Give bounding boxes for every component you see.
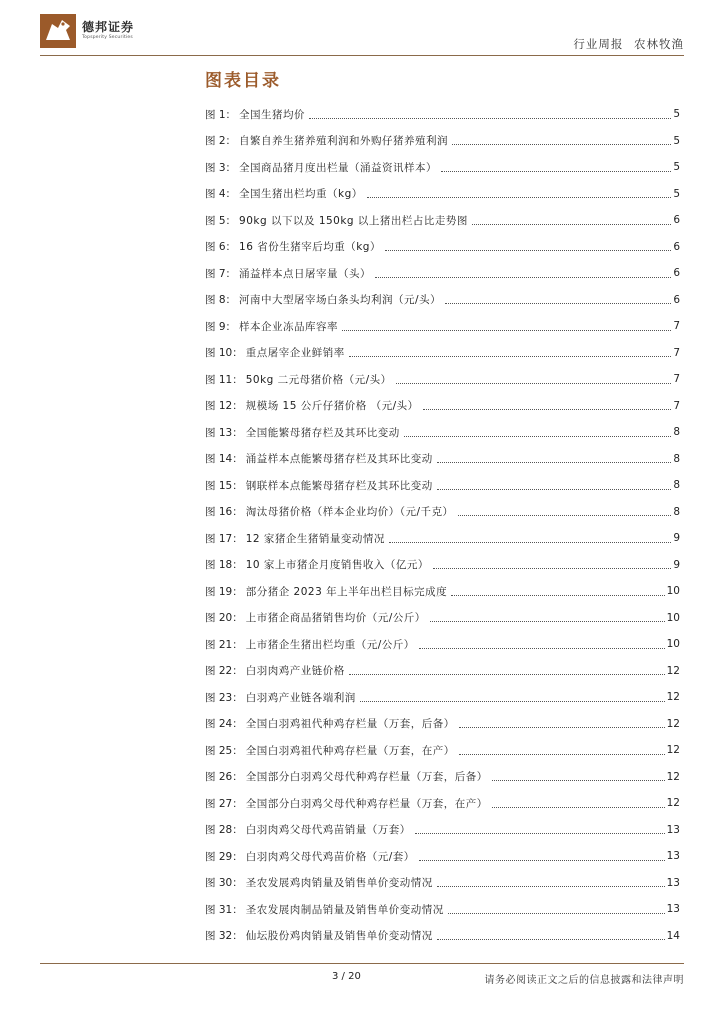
toc-page: 6	[673, 240, 680, 253]
toc-label: 图 28：	[205, 824, 243, 837]
toc-title: 部分猪企 2023 年上半年出栏目标完成度	[245, 585, 448, 598]
toc-page: 8	[673, 426, 680, 439]
toc-page: 8	[673, 452, 680, 465]
toc-title: 全国生猪出栏均重（kg）	[239, 188, 363, 201]
toc-entry[interactable]	[205, 870, 680, 897]
toc-title: 上市猪企商品猪销售均价（元/公斤）	[245, 612, 426, 625]
toc-label: 图 17：	[205, 532, 243, 545]
toc-entry[interactable]	[205, 711, 680, 738]
toc-title: 圣农发展肉制品销量及销售单价变动情况	[245, 903, 444, 916]
toc-entry[interactable]	[205, 499, 680, 526]
page-number: 3 / 20	[332, 971, 361, 982]
toc-label: 图 11：	[205, 373, 243, 386]
toc-entry[interactable]	[205, 896, 680, 923]
toc-label: 图 29：	[205, 850, 243, 863]
toc-leader	[437, 488, 672, 490]
toc-title: 圣农发展鸡肉销量及销售单价变动情况	[245, 877, 433, 890]
toc-title: 90kg 以下以及 150kg 以上猪出栏占比走势图	[239, 214, 468, 227]
toc-label: 图 32：	[205, 930, 243, 943]
toc-label: 图 6：	[205, 241, 237, 254]
toc-page: 8	[673, 479, 680, 492]
toc-entry[interactable]	[205, 154, 680, 181]
footer-disclaimer: 请务必阅读正文之后的信息披露和法律声明	[484, 975, 684, 986]
toc-label: 图 16：	[205, 506, 243, 519]
toc-title: 自繁自养生猪养殖利润和外购仔猪养殖利润	[239, 135, 449, 148]
toc-page: 12	[666, 691, 680, 704]
toc-label: 图 5：	[205, 214, 237, 227]
toc-page: 13	[666, 876, 680, 889]
toc-title: 淘汰母猪价格（样本企业均价）（元/千克）	[245, 506, 454, 519]
toc-leader	[309, 117, 671, 119]
toc-leader	[433, 567, 671, 569]
toc-leader	[389, 541, 671, 543]
toc-leader	[367, 196, 672, 198]
toc-page: 13	[666, 850, 680, 863]
toc-leader	[349, 355, 672, 357]
footer-divider	[40, 963, 684, 964]
toc-title: 全国商品猪月度出栏量（涌益资讯样本）	[239, 161, 438, 174]
toc-title: 12 家猪企生猪销量变动情况	[245, 532, 385, 545]
toc-leader	[441, 170, 671, 172]
toc-leader	[437, 461, 672, 463]
toc-entry[interactable]	[205, 817, 680, 844]
toc-entry[interactable]	[205, 234, 680, 261]
brand-logo-icon	[40, 14, 76, 48]
toc-page: 9	[673, 558, 680, 571]
toc-label: 图 10：	[205, 347, 243, 360]
toc-title: 全国部分白羽鸡父母代种鸡存栏量（万套，在产）	[245, 797, 488, 810]
toc-leader	[342, 329, 671, 331]
toc-leader	[492, 806, 665, 808]
toc-entry[interactable]	[205, 101, 680, 128]
toc-title: 规模场 15 公斤仔猪价格 （元/头）	[245, 400, 419, 413]
toc-label: 图 21：	[205, 638, 243, 651]
toc-title: 重点屠宰企业鲜销率	[245, 347, 345, 360]
toc-title: 上市猪企生猪出栏均重（元/公斤）	[245, 638, 415, 651]
toc-title: 白羽肉鸡父母代鸡苗销量（万套）	[245, 824, 411, 837]
toc-page: 10	[666, 611, 680, 624]
toc-leader	[437, 938, 665, 940]
toc-page: 10	[666, 585, 680, 598]
toc-leader	[458, 514, 672, 516]
toc-entry[interactable]	[205, 684, 680, 711]
brand-name-cn: 德邦证券	[82, 20, 135, 34]
toc-page: 13	[666, 903, 680, 916]
toc-entry[interactable]	[205, 578, 680, 605]
toc-label: 图 13：	[205, 426, 243, 439]
toc-label: 图 4：	[205, 188, 237, 201]
toc-leader	[472, 223, 671, 225]
toc-leader	[419, 859, 665, 861]
toc-entry[interactable]	[205, 737, 680, 764]
toc-leader	[492, 779, 665, 781]
toc-page: 7	[673, 346, 680, 359]
toc-leader	[419, 647, 665, 649]
toc-page: 5	[673, 108, 680, 121]
toc-page: 7	[673, 399, 680, 412]
report-type: 行业周报	[573, 37, 624, 51]
toc-entry[interactable]	[205, 340, 680, 367]
toc-entry[interactable]	[205, 287, 680, 314]
toc-leader	[415, 832, 665, 834]
page-header	[40, 14, 684, 54]
toc-label: 图 20：	[205, 612, 243, 625]
toc-title: 全国生猪均价	[239, 108, 306, 121]
toc-label: 图 27：	[205, 797, 243, 810]
toc-leader	[423, 408, 672, 410]
toc-title: 样本企业冻品库容率	[239, 320, 339, 333]
toc-label: 图 23：	[205, 691, 243, 704]
toc-label: 图 31：	[205, 903, 243, 916]
toc-title: 全国能繁母猪存栏及其环比变动	[245, 426, 400, 439]
toc-leader	[445, 302, 671, 304]
toc-page: 14	[666, 929, 680, 942]
toc-leader	[430, 620, 665, 622]
header-report-info	[567, 36, 684, 52]
toc-label: 图 30：	[205, 877, 243, 890]
toc-label: 图 2：	[205, 135, 237, 148]
figure-index-list	[205, 101, 680, 949]
toc-leader	[360, 700, 665, 702]
toc-label: 图 15：	[205, 479, 243, 492]
toc-leader	[396, 382, 672, 384]
toc-label: 图 24：	[205, 718, 243, 731]
industry-name: 农林牧渔	[634, 37, 684, 51]
toc-entry[interactable]	[205, 923, 680, 950]
brand-name-en: Topsperity Securities	[82, 35, 133, 40]
toc-title: 涌益样本点能繁母猪存栏及其环比变动	[245, 453, 433, 466]
toc-page: 7	[673, 373, 680, 386]
toc-page: 7	[673, 320, 680, 333]
toc-leader	[459, 753, 665, 755]
toc-page: 6	[673, 214, 680, 227]
toc-title: 河南中大型屠宰场白条头均利润（元/头）	[239, 294, 442, 307]
toc-page: 12	[666, 770, 680, 783]
toc-page: 8	[673, 505, 680, 518]
toc-label: 图 9：	[205, 320, 237, 333]
toc-entry[interactable]	[205, 393, 680, 420]
toc-title: 全国部分白羽鸡父母代种鸡存栏量（万套，后备）	[245, 771, 488, 784]
toc-label: 图 7：	[205, 267, 237, 280]
toc-entry[interactable]	[205, 605, 680, 632]
toc-entry[interactable]	[205, 181, 680, 208]
toc-entry[interactable]	[205, 207, 680, 234]
toc-page: 13	[666, 823, 680, 836]
toc-leader	[452, 143, 671, 145]
toc-page: 12	[666, 664, 680, 677]
toc-page: 12	[666, 797, 680, 810]
toc-title: 白羽肉鸡父母代鸡苗价格（元/套）	[245, 850, 415, 863]
toc-page: 12	[666, 744, 680, 757]
toc-entry[interactable]	[205, 658, 680, 685]
toc-entry[interactable]	[205, 525, 680, 552]
toc-title: 钢联样本点能繁母猪存栏及其环比变动	[245, 479, 433, 492]
toc-entry[interactable]	[205, 790, 680, 817]
toc-entry[interactable]	[205, 552, 680, 579]
toc-label: 图 8：	[205, 294, 237, 307]
toc-entry[interactable]	[205, 260, 680, 287]
toc-title: 白羽鸡产业链各端利润	[245, 691, 356, 704]
toc-entry[interactable]	[205, 313, 680, 340]
toc-entry[interactable]	[205, 472, 680, 499]
toc-page: 6	[673, 293, 680, 306]
toc-leader	[404, 435, 672, 437]
toc-label: 图 14：	[205, 453, 243, 466]
toc-label: 图 18：	[205, 559, 243, 572]
toc-leader	[448, 912, 665, 914]
toc-entry[interactable]	[205, 366, 680, 393]
toc-leader	[451, 594, 665, 596]
toc-page: 5	[673, 187, 680, 200]
toc-title: 仙坛股份鸡肉销量及销售单价变动情况	[245, 930, 433, 943]
toc-page: 5	[673, 134, 680, 147]
toc-title: 涌益样本点日屠宰量（头）	[239, 267, 372, 280]
toc-label: 图 26：	[205, 771, 243, 784]
page-title: 图表目录	[205, 71, 281, 91]
toc-title: 全国白羽鸡祖代种鸡存栏量（万套，后备）	[245, 718, 455, 731]
toc-title: 10 家上市猪企月度销售收入（亿元）	[245, 559, 429, 572]
toc-leader	[437, 885, 665, 887]
toc-label: 图 12：	[205, 400, 243, 413]
toc-entry[interactable]	[205, 419, 680, 446]
toc-label: 图 3：	[205, 161, 237, 174]
toc-page: 12	[666, 717, 680, 730]
toc-label: 图 1：	[205, 108, 237, 121]
toc-label: 图 22：	[205, 665, 243, 678]
toc-page: 10	[666, 638, 680, 651]
toc-title: 全国白羽鸡祖代种鸡存栏量（万套，在产）	[245, 744, 455, 757]
toc-entry[interactable]	[205, 446, 680, 473]
toc-page: 9	[673, 532, 680, 545]
toc-title: 50kg 二元母猪价格（元/头）	[245, 373, 392, 386]
toc-title: 16 省份生猪宰后均重（kg）	[239, 241, 381, 254]
toc-entry[interactable]	[205, 764, 680, 791]
toc-title: 白羽肉鸡产业链价格	[245, 665, 345, 678]
toc-page: 6	[673, 267, 680, 280]
toc-leader	[375, 276, 671, 278]
toc-page: 5	[673, 161, 680, 174]
toc-leader	[459, 726, 665, 728]
toc-leader	[349, 673, 665, 675]
toc-leader	[385, 249, 671, 251]
toc-label: 图 25：	[205, 744, 243, 757]
toc-entry[interactable]	[205, 843, 680, 870]
toc-entry[interactable]	[205, 631, 680, 658]
toc-entry[interactable]	[205, 128, 680, 155]
header-divider	[40, 55, 684, 56]
toc-label: 图 19：	[205, 585, 243, 598]
